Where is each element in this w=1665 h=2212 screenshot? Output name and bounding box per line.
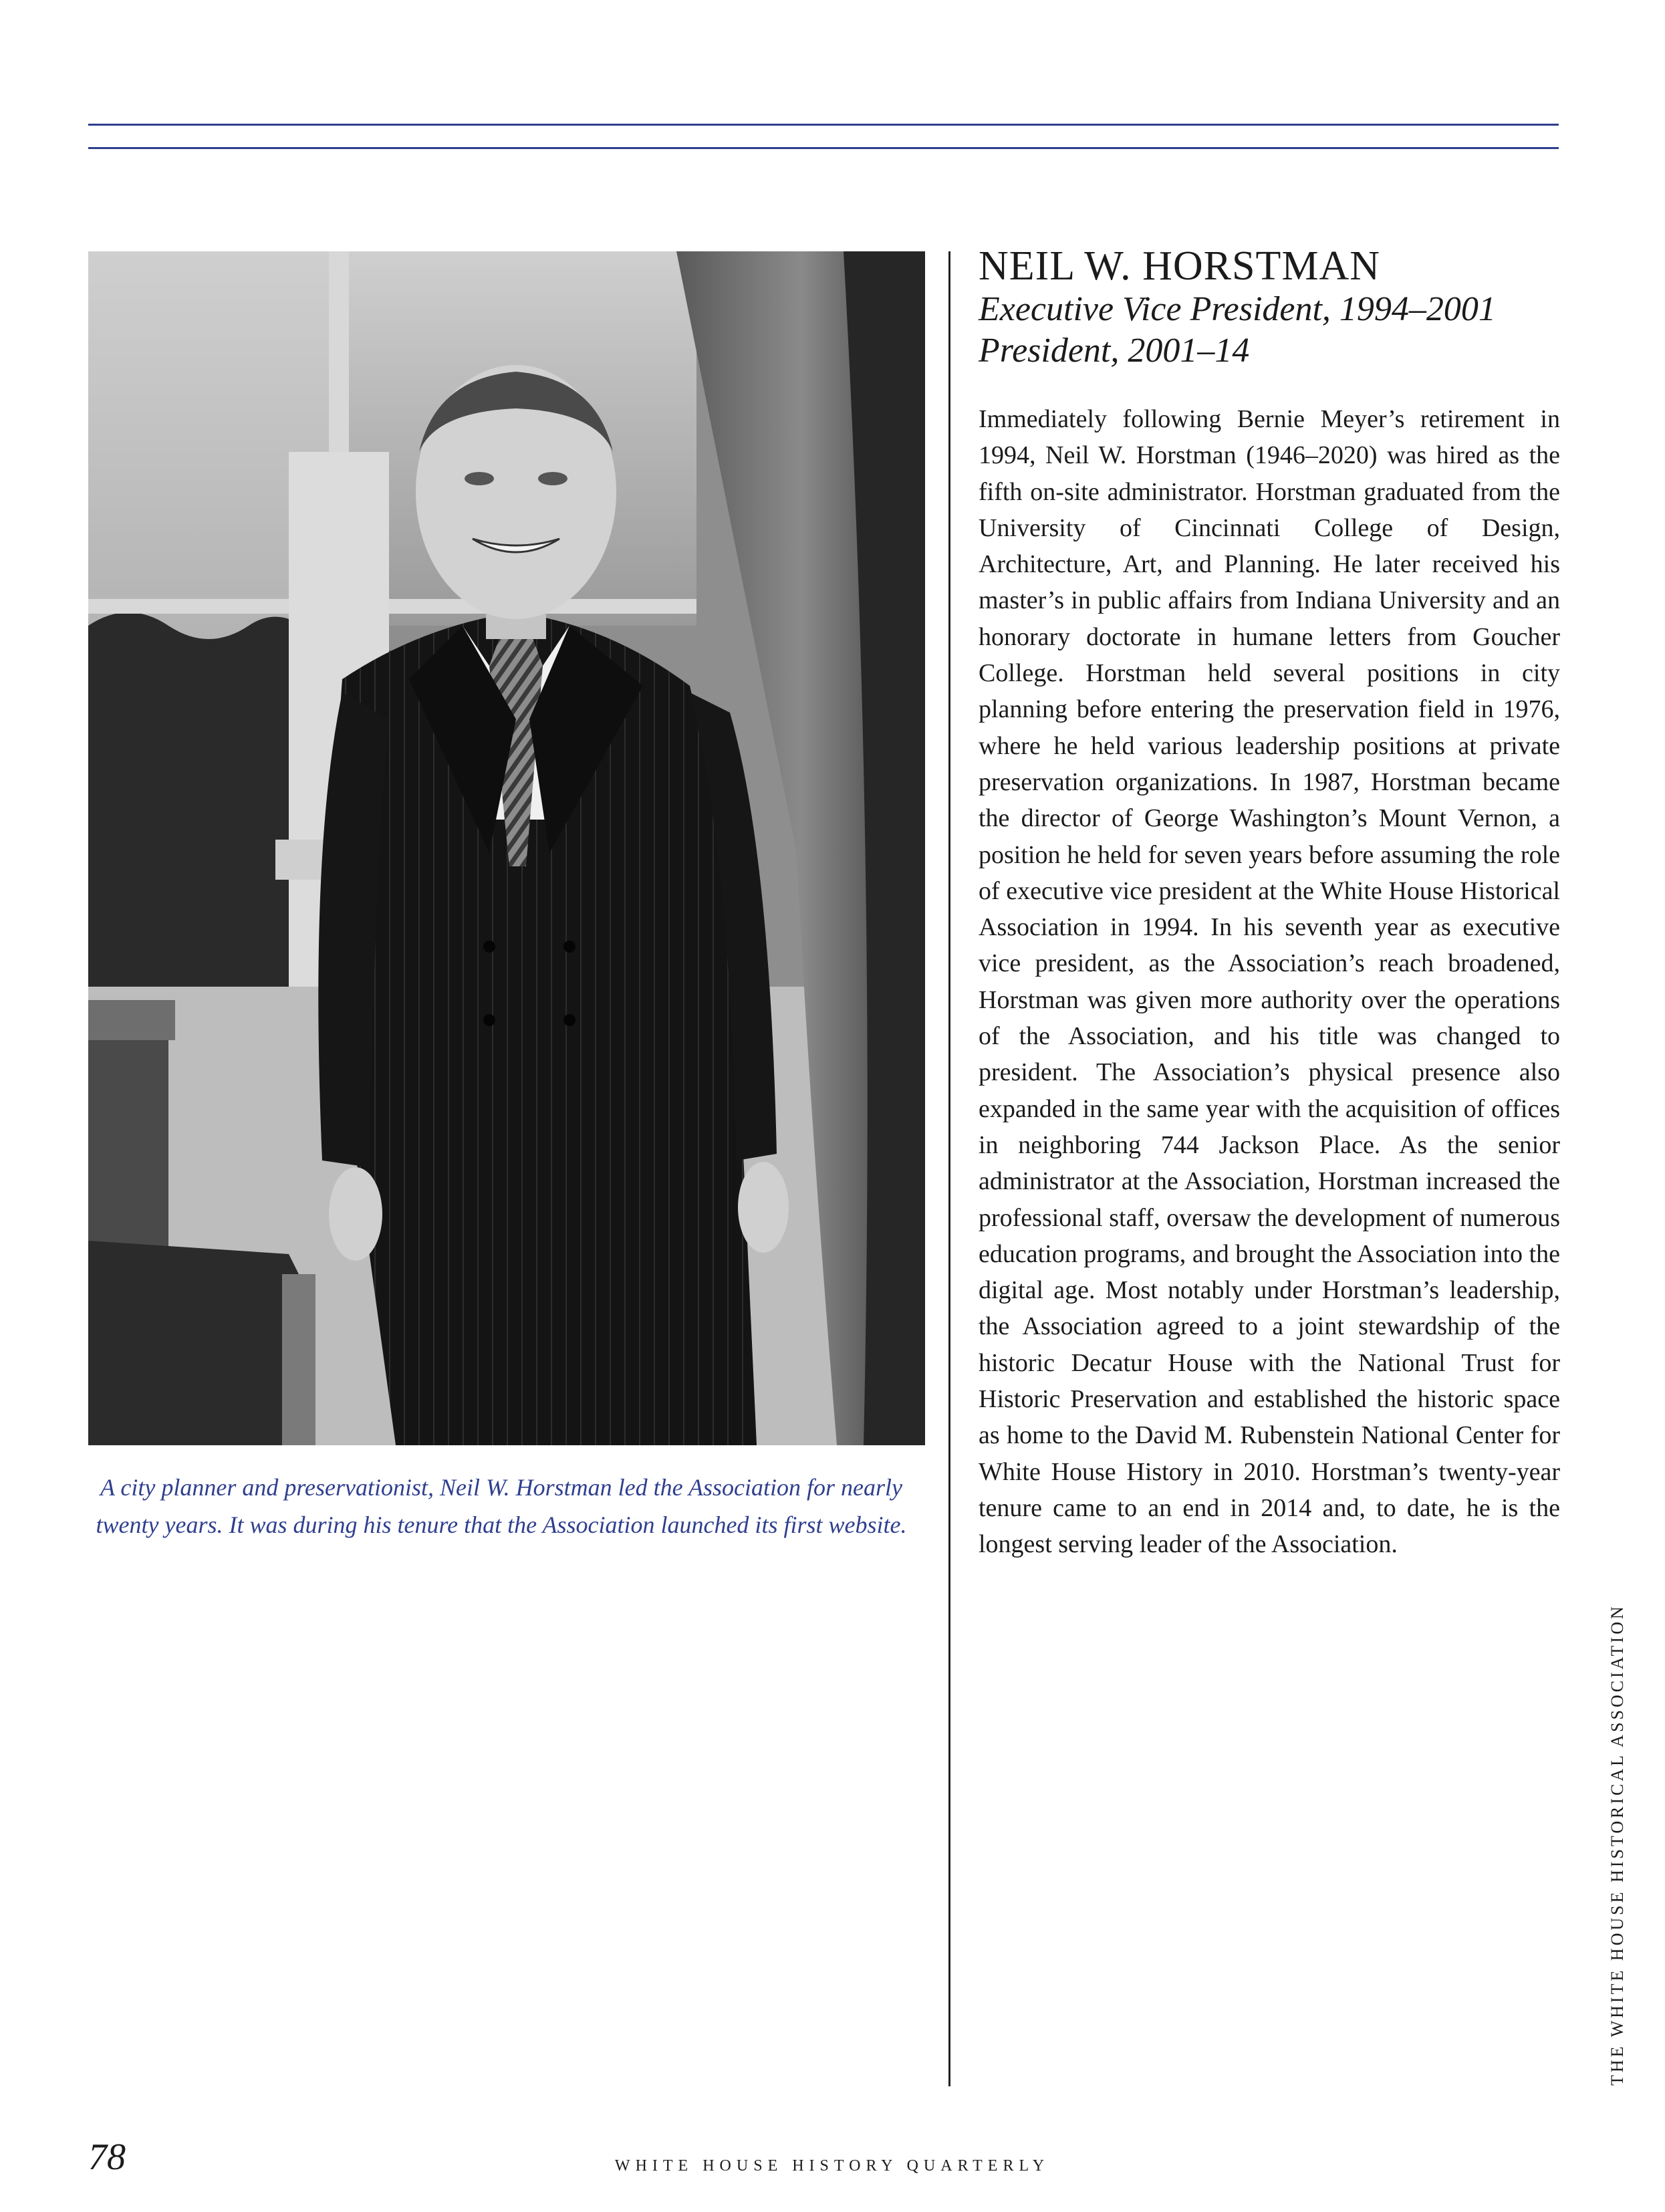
person-name: NEIL W. HORSTMAN: [979, 243, 1381, 289]
column-divider: [948, 251, 950, 2086]
page-number: 78: [88, 2136, 126, 2178]
photo-caption: A city planner and preservationist, Neil W. Horstman led the Association for nearly twenty years. It was during his tenure that the Association launched its first website.: [96, 1474, 907, 1538]
header-rule-bottom: [88, 147, 1559, 149]
running-footer: WHITE HOUSE HISTORY QUARTERLY: [614, 2157, 1050, 2175]
header-rule-top: [88, 124, 1559, 126]
article-body: Immediately following Bernie Meyer’s retirement in 1994, Neil W. Horstman (1946–2020) was hired as the fifth on-site administrator. Horstman graduated from the University of Cincinnati College of Design, Architecture, Art, and Planning. He later received his master’s in public affairs from Indiana University and an honorary doctorate in humane letters from Goucher College. Horstman held several positions in city planning before entering the preservation field in 1976, where he held various leadership positions at private preservation organizations. In 1987, Horstman became the director of George Washington’s Mount Vernon, a position he held for seven years before assuming the role of executive vice president at the White House Historical Association in 1994. In his seventh year as executive vice president, as the Association’s reach broadened, Horstman was given more authority over the operations of the Association, and his title was changed to president. The Association’s physical presence also expanded in the same year with the acquisition of offices in neighboring 744 Jackson Place. As the senior administrator at the Association, Horstman increased the professional staff, oversaw the development of numerous education programs, and brought the Association into the digital age. Most notably under Horstman’s leadership, the Association agreed to a joint stewardship of the historic Decatur House with the National Trust for Historic Preservation and established the historic space as home to the David M. Rubenstein National Center for White House History in 2010. Horstman’s twenty-year tenure came to an end in 2014 and, to date, he is the longest serving leader of the Association.: [979, 405, 1560, 1559]
portrait-photo: [88, 251, 925, 1445]
side-publisher-label: THE WHITE HOUSE HISTORICAL ASSOCIATION: [1608, 1604, 1627, 2086]
person-title-line-2: President, 2001–14: [979, 332, 1250, 370]
person-title-line-1: Executive Vice President, 1994–2001: [979, 290, 1496, 328]
